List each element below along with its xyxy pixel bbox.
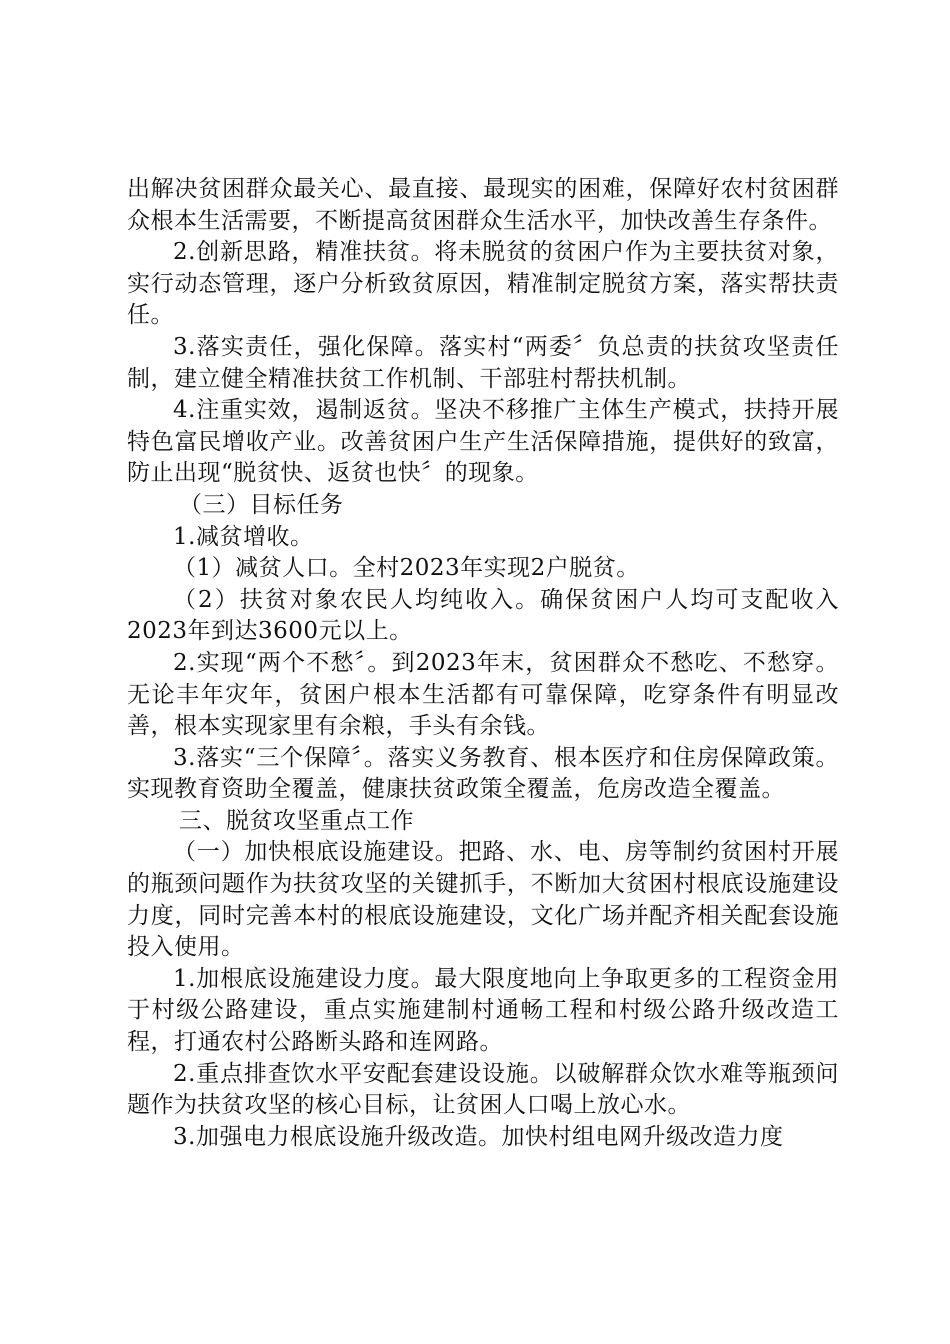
paragraph-roads: 1.加根底设施建设力度。最大限度地向上争取更多的工程资金用于村级公路建设，重点实施建制村通畅工程和村级公路升级改造工程，打通农村公路断头路和连网路。 bbox=[127, 965, 839, 1056]
paragraph-power: 3.加强电力根底设施升级改造。加快村组电网升级改造力度 bbox=[173, 1123, 784, 1150]
paragraph-focus-results: 4.注重实效，遏制返贫。坚决不移推广主体生产模式，扶持开展特色富民增收产业。改善贫困户生产生活保障措施，提供好的致富，防止出现“脱贫快、返贫也快〞的现象。 bbox=[127, 397, 839, 487]
paragraph-two-no-worries: 2.实现“两个不愁〞。到2023年末，贫困群众不愁吃、不愁穿。无论丰年灾年，贫困户根本生活都有可靠保障，吃穿条件有明显改善，根本实现家里有余粮，手头有余钱。 bbox=[127, 649, 839, 740]
paragraph-innovate-thinking: 2.创新思路，精准扶贫。将未脱贫的贫困户作为主要扶贫对象，实行动态管理，逐户分析致贫原因，精准制定脱贫方案，落实帮扶责任。 bbox=[127, 239, 839, 329]
paragraph-continuation: 出解决贫困群众最关心、最直接、最现实的困难，保障好农村贫困群众根本生活需要，不断提高贫困群众生活水平，加快改善生存条件。 bbox=[127, 176, 839, 234]
section-heading-key-work: 三、脱贫攻坚重点工作 bbox=[179, 807, 414, 834]
section-heading-goals: （三）目标任务 bbox=[179, 491, 344, 518]
document-body bbox=[127, 174, 839, 1153]
paragraph-infrastructure: （一）加快根底设施建设。把路、水、电、房等制约贫困村开展的瓶颈问题作为扶贫攻坚的关键抓手，不断加大贫困村根底设施建设力度，同时完善本村的根底设施建设，文化广场并配齐相关配套设施投入使用。 bbox=[127, 839, 839, 961]
paragraph-reduce-poverty: 1.减贫增收。 bbox=[173, 523, 314, 550]
paragraph-three-guarantees: 3.落实“三个保障〞。落实义务教育、根本医疗和住房保障政策。实现教育资助全覆盖，健康扶贫政策全覆盖，危房改造全覆盖。 bbox=[127, 744, 839, 803]
paragraph-income-target: （2）扶贫对象农民人均纯收入。确保贫困户人均可支配收入2023年到达3600元以上。 bbox=[127, 586, 839, 645]
paragraph-implement-responsibility: 3.落实责任，强化保障。落实村“两委〞负总责的扶贫攻坚责任制，建立健全精准扶贫工作机制、干部驻村帮扶机制。 bbox=[127, 333, 839, 392]
paragraph-water: 2.重点排查饮水平安配套建设设施。以破解群众饮水难等瓶颈问题作为扶贫攻坚的核心目标，让贫困人口喝上放心水。 bbox=[127, 1060, 839, 1119]
paragraph-poverty-population: （1）减贫人口。全村2023年实现2户脱贫。 bbox=[173, 555, 640, 582]
